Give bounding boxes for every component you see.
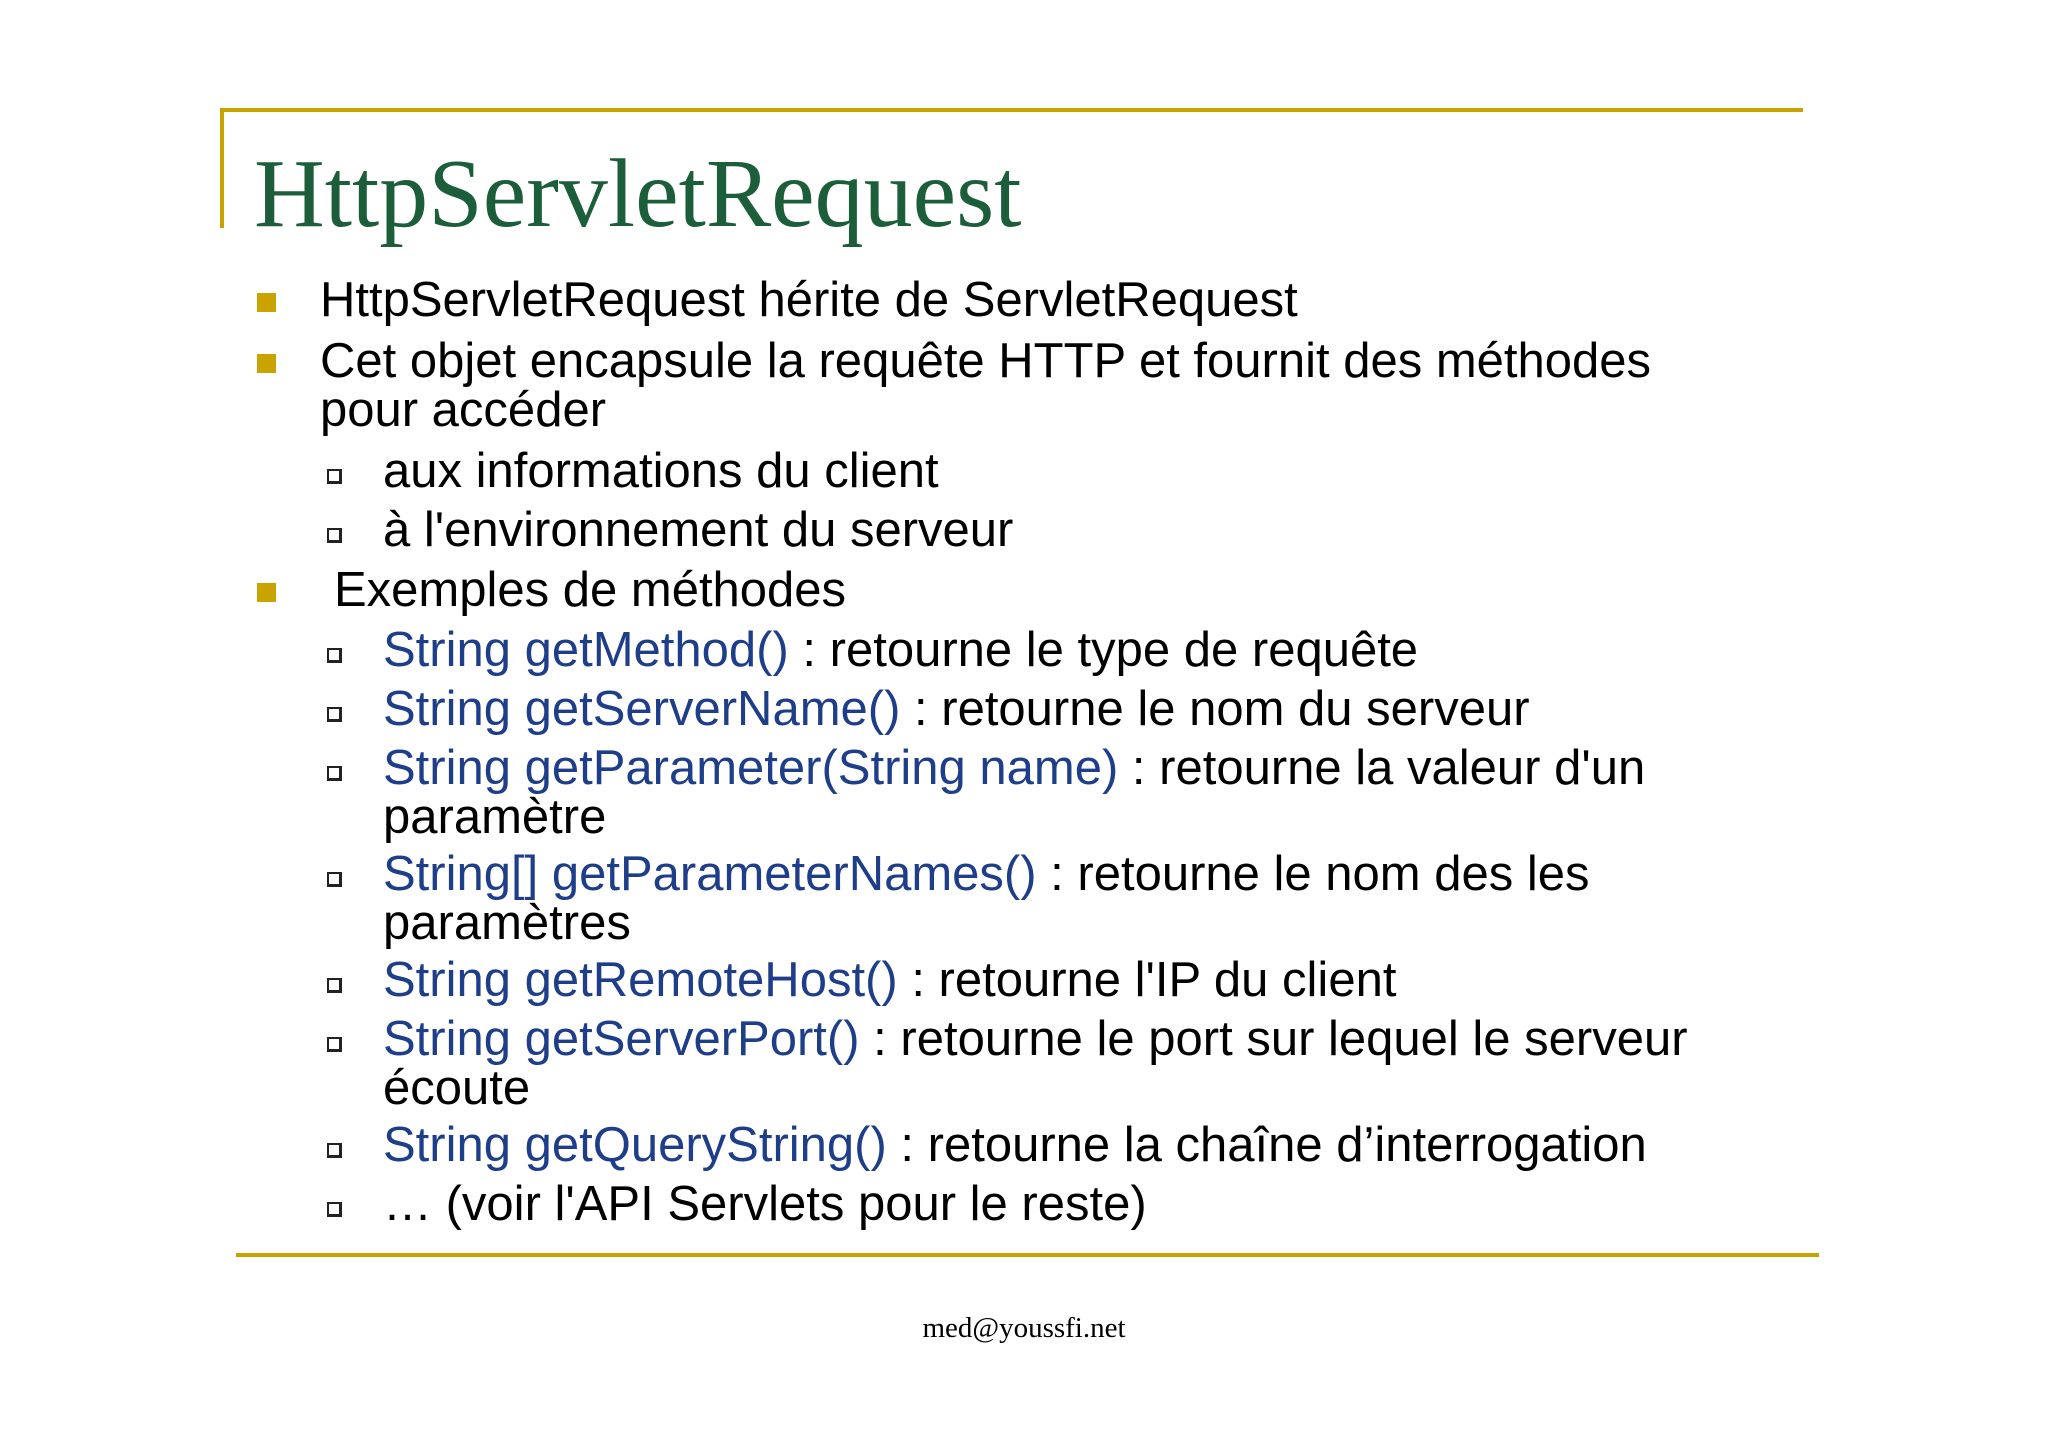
footer-email: med@youssfi.net [922, 1312, 1126, 1344]
checkbox-bullet-icon [327, 1143, 342, 1158]
method-item [383, 623, 1419, 677]
bottom-rule [236, 1253, 1819, 1257]
bullet-item [320, 334, 1652, 437]
slide-title: HttpServletRequest [254, 140, 1022, 248]
sub-bullet-item [383, 503, 1014, 557]
method-item [383, 1177, 1147, 1231]
square-bullet-icon [257, 583, 276, 602]
bullet-text: HttpServletRequest hérite de ServletRequest [320, 273, 1298, 327]
method-description: : retourne la chaîne d’interrogation [886, 1118, 1647, 1172]
bullet-text: Exemples de méthodes [334, 563, 847, 617]
checkbox-bullet-icon [327, 707, 342, 722]
left-rule [220, 108, 224, 228]
method-item [383, 1118, 1647, 1172]
checkbox-bullet-icon [327, 648, 342, 663]
method-description: : retourne le port sur lequel le serveur [859, 1012, 1688, 1066]
checkbox-bullet-icon [327, 469, 342, 484]
bullet-text-continuation: pour accéder [320, 383, 607, 437]
method-signature: String getServerName() [383, 682, 901, 736]
method-signature: String getQueryString() [383, 1118, 887, 1172]
method-signature: String getParameter(String name) [383, 741, 1119, 795]
method-signature: String getMethod() [383, 623, 789, 677]
sub-bullet-text: aux informations du client [383, 444, 939, 498]
method-item [383, 847, 1590, 950]
method-description-continuation: paramètres [383, 896, 631, 950]
bullet-item [320, 563, 847, 617]
method-signature: String getRemoteHost() [383, 953, 898, 1007]
square-bullet-icon [257, 354, 276, 373]
method-description: : retourne le nom des les [1036, 847, 1590, 901]
method-signature: String getServerPort() [383, 1012, 860, 1066]
checkbox-bullet-icon [327, 1037, 342, 1052]
sub-bullet-text: à l'environnement du serveur [383, 503, 1014, 557]
method-signature: String[] getParameterNames() [383, 847, 1037, 901]
checkbox-bullet-icon [327, 766, 342, 781]
method-description: … (voir l'API Servlets pour le reste) [383, 1177, 1147, 1231]
method-item [383, 682, 1530, 736]
method-description: : retourne le type de requête [788, 623, 1419, 677]
checkbox-bullet-icon [327, 872, 342, 887]
checkbox-bullet-icon [327, 978, 342, 993]
method-description: : retourne la valeur d'un [1118, 741, 1646, 795]
method-description: : retourne l'IP du client [897, 953, 1397, 1007]
method-description-continuation: écoute [383, 1061, 531, 1115]
method-description-continuation: paramètre [383, 790, 607, 844]
method-item [383, 741, 1646, 844]
checkbox-bullet-icon [327, 528, 342, 543]
method-description: : retourne le nom du serveur [900, 682, 1530, 736]
square-bullet-icon [257, 293, 276, 312]
method-item [383, 953, 1397, 1007]
bullet-item [320, 273, 1298, 327]
bullet-text: Cet objet encapsule la requête HTTP et fournit des méthodes [320, 334, 1652, 388]
checkbox-bullet-icon [327, 1202, 342, 1217]
sub-bullet-item [383, 444, 939, 498]
top-rule [220, 108, 1803, 112]
method-item [383, 1012, 1688, 1115]
